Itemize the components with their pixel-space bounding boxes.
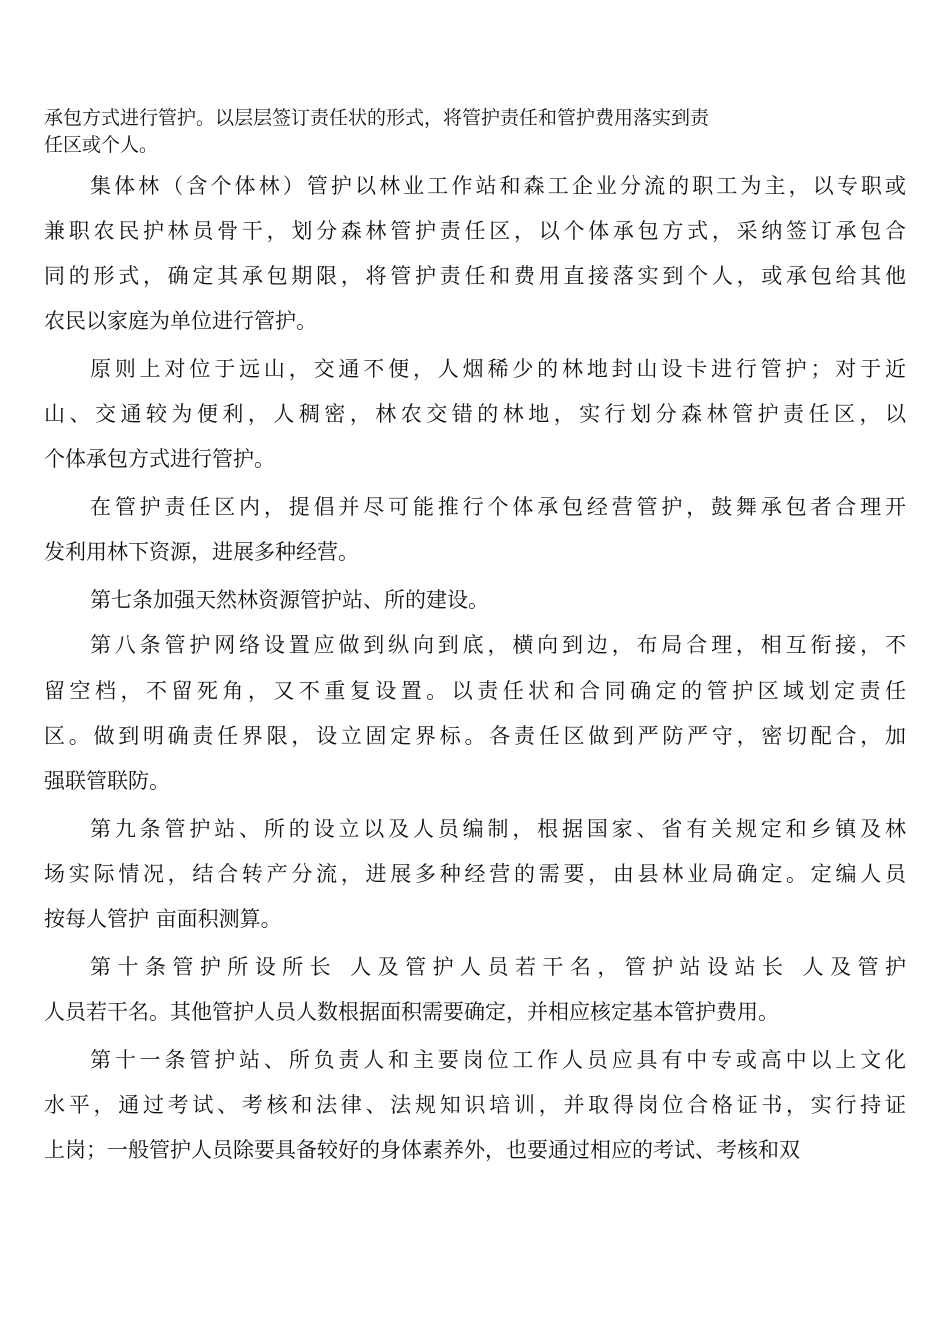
text-line: 个体承包方式进行管护。 xyxy=(44,447,275,471)
text-line: 水平，通过考试、考核和法律、法规知识培训，并取得岗位合格证书，实行持证 xyxy=(44,1093,906,1117)
text-line: 兼职农民护林员骨干，划分森林管护责任区，以个体承包方式，采纳签订承包合 xyxy=(44,219,906,243)
text-line: 任区或个人。 xyxy=(44,134,159,156)
text-line: 发利用林下资源，进展多种经营。 xyxy=(44,540,359,564)
paragraph-first-line: 第十一条管护站、所负责人和主要岗位工作人员应具有中专或高中以上文化 xyxy=(90,1048,906,1072)
paragraph-first-line: 第九条管护站、所的设立以及人员编制，根据国家、省有关规定和乡镇及林 xyxy=(90,817,906,841)
text-line: 山、交通较为便利，人稠密，林农交错的林地，实行划分森林管护责任区，以 xyxy=(44,402,906,426)
text-line: 人员若干名。其他管护人员人数根据面积需要确定，并相应核定基本管护费用。 xyxy=(44,1000,779,1024)
text-line: 留空档，不留死角，又不重复设置。以责任状和合同确定的管护区域划定责任 xyxy=(44,679,906,703)
paragraph-first-line: 集体林（含个体林）管护以林业工作站和森工企业分流的职工为主，以专职或 xyxy=(90,174,906,198)
text-line: 农民以家庭为单位进行管护。 xyxy=(44,309,317,333)
text-line: 同的形式，确定其承包期限，将管护责任和费用直接落实到个人，或承包给其他 xyxy=(44,264,906,288)
paragraph-first-line: 原则上对位于远山，交通不便，人烟稀少的林地封山设卡进行管护；对于近 xyxy=(90,357,906,381)
text-line: 上岗；一般管护人员除要具备较好的身体素养外，也要通过相应的考试、考核和双 xyxy=(44,1138,800,1162)
article-heading: 第七条加强天然林资源管护站、所的建设。 xyxy=(90,588,489,612)
paragraph-first-line: 第八条管护网络设置应做到纵向到底，横向到边，布局合理，相互衔接，不 xyxy=(90,633,906,657)
text-line: 按每人管护 亩面积测算。 xyxy=(44,907,282,931)
text-line: 强联管联防。 xyxy=(44,769,170,793)
text-line: 承包方式进行管护。以层层签订责任状的形式，将管护责任和管护费用落实到责 xyxy=(44,107,710,129)
paragraph-first-line: 第十条管护所设所长 人及管护人员若干名，管护站设站长 人及管护 xyxy=(90,955,906,979)
text-line: 场实际情况，结合转产分流，进展多种经营的需要，由县林业局确定。定编人员 xyxy=(44,862,906,886)
paragraph-first-line: 在管护责任区内，提倡并尽可能推行个体承包经营管护，鼓舞承包者合理开 xyxy=(90,495,906,519)
text-line: 区。做到明确责任界限，设立固定界标。各责任区做到严防严守，密切配合，加 xyxy=(44,724,906,748)
